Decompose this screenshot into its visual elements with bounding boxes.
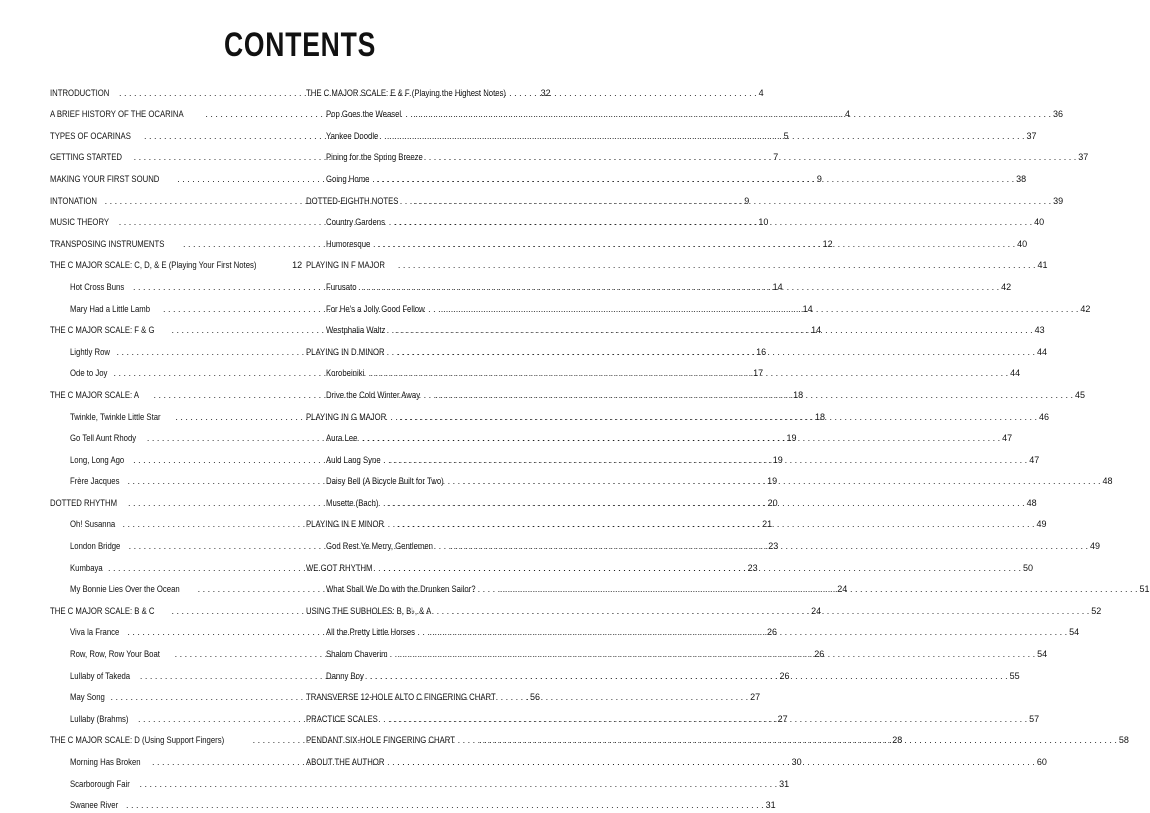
toc-page-number: 42	[1001, 281, 1012, 292]
toc-entry-title: Humoresque	[326, 238, 371, 249]
toc-entry-title: Drive the Cold Winter Away	[326, 389, 421, 400]
toc-subentry	[306, 165, 1027, 187]
dot-leader	[126, 800, 764, 813]
toc-entry-title: INTONATION	[50, 195, 98, 206]
toc-section-entry	[306, 684, 540, 706]
toc-page-number: 37	[1026, 130, 1037, 141]
toc-page-number: 26	[767, 627, 778, 638]
toc-entry-title: Oh! Susanna	[70, 519, 116, 530]
toc-entry-title: Aura Lee	[326, 433, 358, 444]
dot-leader	[378, 239, 1016, 252]
toc-entry-title: Shalom Chaverim	[326, 649, 388, 660]
toc-page-number: 31	[765, 800, 776, 811]
toc-entry-title: THE C MAJOR SCALE: E & F (Playing the Highest Notes)	[306, 87, 507, 98]
toc-page-number: 18	[793, 389, 804, 400]
toc-page-number: 27	[750, 692, 761, 703]
toc-page-number: 16	[756, 346, 767, 357]
dot-leader	[140, 779, 778, 792]
toc-entry-title: Furusato	[326, 281, 357, 292]
toc-entry-title: PRACTICE SCALES	[306, 713, 378, 724]
toc-entry-title: PLAYING IN D MINOR	[306, 346, 385, 357]
toc-entry-title: THE C MAJOR SCALE: A	[50, 389, 140, 400]
dot-leader	[395, 325, 1033, 338]
toc-entry-title: Korobeiniki	[326, 368, 365, 379]
toc-entry-title: MAKING YOUR FIRST SOUND	[50, 173, 160, 184]
toc-section-entry	[306, 79, 551, 101]
dot-leader	[450, 541, 1088, 554]
toc-entry-title: Yankee Doodle	[326, 130, 379, 141]
dot-leader	[363, 433, 1001, 446]
toc-page-number: 32	[540, 87, 551, 98]
toc-page-number: 14	[811, 325, 822, 336]
toc-entry-title: Swanee River	[70, 800, 119, 811]
toc-page-number: 19	[767, 476, 778, 487]
toc-entry-title: May Song	[70, 692, 105, 703]
toc-entry-title: Morning Has Broken	[70, 757, 141, 767]
toc-entry-title: Pining for the Spring Breeze	[326, 152, 423, 163]
dot-leader	[398, 260, 1036, 273]
toc-page-number: 55	[1009, 670, 1020, 681]
toc-entry-title: DOTTED-EIGHTH NOTES	[306, 195, 399, 206]
toc-page-number: 48	[1026, 497, 1037, 508]
dot-leader	[441, 304, 1079, 317]
toc-page-number: 14	[802, 303, 813, 314]
toc-page-number: 4	[758, 87, 764, 98]
toc-page-number: 24	[811, 605, 822, 616]
toc-page-number: 43	[1034, 325, 1045, 336]
toc-entry-title: Mary Had a Little Lamb	[70, 303, 151, 314]
dot-leader	[439, 152, 1077, 165]
toc-page-number: 47	[1029, 454, 1040, 465]
toc-entry-title: PLAYING IN G MAJOR	[306, 411, 387, 422]
toc-page-number: 14	[772, 281, 783, 292]
dot-leader	[413, 109, 1051, 122]
toc-entry-title: PLAYING IN E MINOR	[306, 519, 385, 530]
toc-entry-title: Frère Jacques	[70, 476, 120, 487]
toc-entry-title: Lightly Row	[70, 346, 111, 357]
toc-page-number: 4	[845, 109, 851, 120]
toc-page-number: 10	[758, 217, 769, 228]
toc-page-number: 27	[777, 713, 788, 724]
toc-page-number: 46	[1038, 411, 1049, 422]
toc-entry-title: INTRODUCTION	[50, 87, 110, 98]
toc-entry-title: MUSIC THEORY	[50, 217, 110, 228]
page-title: CONTENTS	[223, 26, 377, 64]
toc-entry-title: London Bridge	[70, 541, 121, 552]
toc-entry-title: Danny Boy	[326, 670, 364, 681]
toc-page-number: 23	[747, 562, 758, 573]
dot-leader	[414, 196, 1052, 209]
toc-page-number: 23	[768, 541, 779, 552]
toc-entry-title: Auld Lang Syne	[326, 454, 381, 465]
toc-page-number: 54	[1037, 649, 1048, 660]
toc-page-number: 48	[1102, 476, 1113, 487]
toc-entry-title: ABOUT THE AUTHOR	[306, 757, 385, 767]
toc-subentry	[306, 122, 1037, 144]
toc-page-number: 7	[773, 152, 779, 163]
toc-page-number: 49	[1090, 541, 1101, 552]
dot-leader	[500, 584, 1138, 597]
dot-leader	[398, 649, 1036, 662]
toc-entry-title: THE C MAJOR SCALE: C, D, & E (Playing Your First Notes)	[50, 260, 257, 271]
toc-page-number: 39	[1053, 195, 1064, 206]
dot-leader	[397, 519, 1035, 532]
toc-entry-title: Kumbaya	[70, 562, 103, 573]
toc-page-number: 42	[1080, 303, 1091, 314]
toc-page-number: 30	[791, 757, 802, 767]
toc-entry-title: Lullaby (Brahms)	[70, 713, 129, 724]
toc-entry-title: GETTING STARTED	[50, 152, 122, 163]
dot-leader	[397, 347, 1035, 360]
toc-entry-title: What Shall We Do with the Drunken Sailor?	[326, 584, 476, 595]
toc-entry-title: Westphalia Waltz	[326, 325, 386, 336]
toc-entry-title: TRANSPOSING INSTRUMENTS	[50, 238, 165, 249]
toc-page-number: 31	[779, 778, 790, 789]
toc-entry-title: Ode to Joy	[70, 368, 108, 379]
toc-section-entry	[306, 187, 1064, 209]
toc-entry-title: My Bonnie Lies Over the Ocean	[70, 584, 180, 595]
dot-leader	[377, 174, 1015, 187]
dot-leader	[397, 757, 1035, 770]
toc-page-number: 20	[767, 497, 778, 508]
dot-leader	[362, 282, 1000, 295]
toc-entry-title: USING THE SUBHOLES: B, B♭, & A	[306, 605, 432, 616]
toc-page-number: 50	[1022, 562, 1033, 573]
toc-page-number: 47	[1002, 433, 1013, 444]
toc-entry-title: Viva la France	[70, 627, 120, 638]
dot-leader	[463, 476, 1101, 489]
toc-page-number: 44	[1036, 346, 1047, 357]
toc-entry-title: Lullaby of Takeda	[70, 670, 131, 681]
toc-entry-title: Hot Cross Buns	[70, 281, 125, 292]
toc-entry-title: THE C MAJOR SCALE: B & C	[50, 605, 155, 616]
toc-page-number: 41	[1037, 260, 1048, 271]
toc-page-number: 54	[1069, 627, 1080, 638]
toc-entry-title: Country Gardens	[326, 217, 385, 228]
dot-leader	[370, 671, 1008, 684]
toc-entry-title: THE C MAJOR SCALE: F & G	[50, 325, 155, 336]
toc-page-number: 12	[822, 238, 833, 249]
toc-page-number: 52	[1091, 605, 1102, 616]
dot-leader	[479, 735, 1117, 748]
toc-page-number: 57	[1029, 713, 1040, 724]
toc-page-number: 17	[753, 368, 764, 379]
toc-page-number: 26	[814, 649, 825, 660]
toc-page-number: 44	[1010, 368, 1021, 379]
toc-page-number: 28	[892, 735, 903, 746]
toc-entry-title: Row, Row, Row Your Boat	[70, 649, 160, 660]
toc-entry-title: Going Home	[326, 173, 370, 184]
toc-entry-title: PLAYING IN F MAJOR	[306, 260, 385, 271]
toc-subentry	[306, 101, 1064, 123]
toc-page-number: 40	[1017, 238, 1028, 249]
toc-page-number: 45	[1075, 389, 1086, 400]
toc-page-number: 40	[1034, 217, 1045, 228]
toc-page-number: 24	[837, 584, 848, 595]
dot-leader	[390, 455, 1028, 468]
toc-page-number: 12	[292, 260, 303, 271]
toc-entry-title: Long, Long Ago	[70, 454, 125, 465]
toc-entry-title: Scarborough Fair	[70, 778, 130, 789]
dot-leader	[387, 498, 1025, 511]
toc-page-number: 19	[786, 433, 797, 444]
toc-section-entry	[306, 252, 1048, 274]
toc-page-number: 26	[779, 670, 790, 681]
toc-entry-title: TRANSVERSE 12-HOLE ALTO C FINGERING CHART	[306, 692, 496, 703]
toc-entry-title: Go Tell Aunt Rhody	[70, 433, 137, 444]
toc-page-number: 19	[772, 454, 783, 465]
dot-leader	[435, 390, 1073, 403]
dot-leader	[430, 627, 1068, 640]
toc-page-number: 18	[815, 411, 826, 422]
toc-entry-title: THE C MAJOR SCALE: D (Using Support Fingers)	[50, 735, 225, 746]
toc-page-number: 51	[1139, 584, 1150, 595]
dot-leader	[395, 217, 1033, 230]
toc-entry-title: Daisy Bell (A Bicycle Built for Two)	[326, 476, 444, 487]
dot-leader	[399, 412, 1037, 425]
dot-leader	[371, 368, 1009, 381]
toc-page-number: 9	[744, 195, 750, 206]
toc-entry-title: Musette (Bach)	[326, 497, 379, 508]
toc-subentry	[50, 792, 776, 813]
toc-page-number: 60	[1036, 757, 1047, 767]
toc-page-number: 38	[1016, 173, 1027, 184]
toc-entry-title: PENDANT SIX-HOLE FINGERING CHART	[306, 735, 455, 746]
toc-subentry	[306, 144, 1089, 166]
toc-page-number: 49	[1036, 519, 1047, 530]
toc-entry-title: Pop Goes the Weasel	[326, 109, 402, 120]
toc-page-number: 36	[1053, 109, 1064, 120]
toc-subentry	[50, 770, 790, 792]
toc-page-number: 9	[816, 173, 822, 184]
toc-page-number: 5	[783, 130, 789, 141]
toc-entry-title: A BRIEF HISTORY OF THE OCARINA	[50, 109, 184, 120]
dot-leader	[390, 714, 1028, 727]
toc-entry-title: God Rest Ye Merry, Gentlemen	[326, 541, 433, 552]
dot-leader	[383, 563, 1021, 576]
toc-entry-title: Twinkle, Twinkle Little Star	[70, 411, 161, 422]
toc-page-number: 58	[1118, 735, 1129, 746]
toc-entry-title: WE GOT RHYTHM	[306, 562, 373, 573]
toc-entry-title: All the Pretty Little Horses	[326, 627, 416, 638]
toc-entry-title: TYPES OF OCARINAS	[50, 130, 131, 141]
toc-page-number: 21	[762, 519, 773, 530]
toc-section-entry	[50, 252, 303, 274]
toc-entry-title: For He's a Jolly Good Fellow	[326, 303, 425, 314]
toc-page-number: 37	[1078, 152, 1089, 163]
dot-leader	[452, 606, 1090, 619]
dot-leader	[387, 131, 1025, 144]
toc-entry-title: DOTTED RHYTHM	[50, 497, 118, 508]
toc-page-number: 56	[529, 692, 540, 703]
